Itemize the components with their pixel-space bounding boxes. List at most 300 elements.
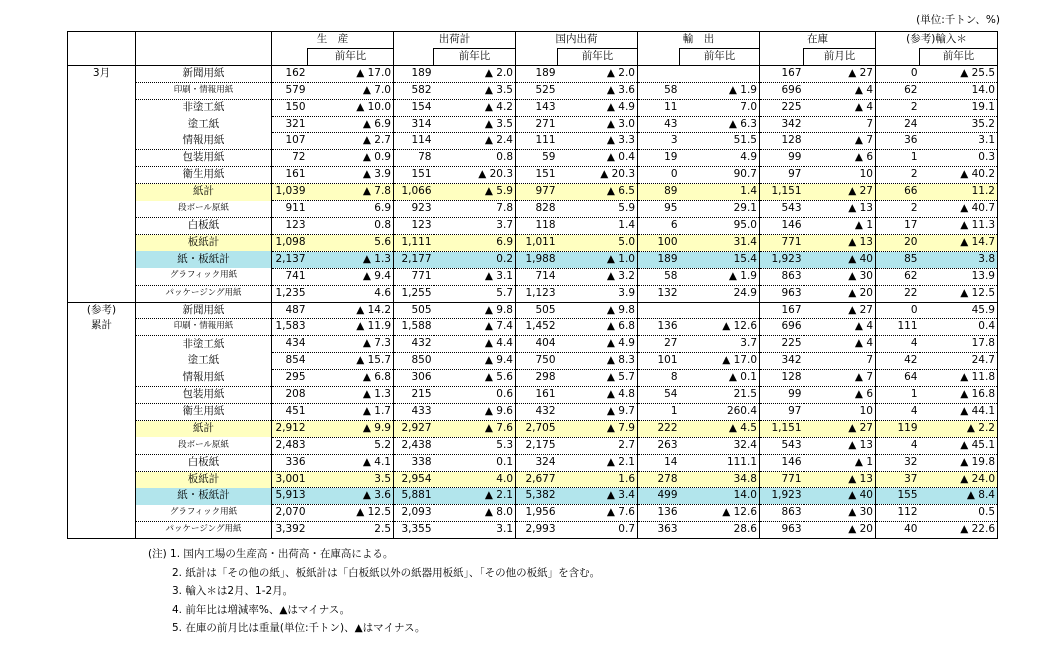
ratio-cell: ▲ 16.8 [920, 387, 998, 404]
ratio-cell: ▲ 44.1 [920, 403, 998, 420]
ratio-cell: ▲ 6.9 [308, 116, 394, 133]
table-row [68, 370, 998, 387]
value-cell: 828 [516, 201, 558, 218]
ratio-cell: 1.6 [558, 471, 638, 488]
item-label: 白板紙 [136, 454, 272, 471]
value-cell [638, 65, 680, 82]
value-cell: 1,111 [394, 234, 434, 251]
ratio-cell: ▲ 5.7 [558, 370, 638, 387]
value-cell: 2,175 [516, 437, 558, 454]
value-cell: 434 [272, 336, 308, 353]
ratio-cell: 5.2 [308, 437, 394, 454]
ratio-cell: 7 [804, 116, 876, 133]
value-cell: 4 [876, 336, 920, 353]
ratio-cell: 10 [804, 167, 876, 184]
ratio-cell: 11.2 [920, 184, 998, 201]
value-cell: 432 [394, 336, 434, 353]
value-cell: 363 [638, 522, 680, 539]
value-cell: 342 [760, 353, 804, 370]
ratio-cell: ▲ 3.9 [308, 167, 394, 184]
ratio-cell: 3.5 [308, 471, 394, 488]
value-cell: 1 [638, 403, 680, 420]
value-cell: 154 [394, 99, 434, 116]
table-row [68, 387, 998, 404]
ratio-cell: ▲ 3.6 [558, 82, 638, 99]
table-row [68, 285, 998, 302]
period-label: 3月 [68, 65, 136, 302]
value-cell: 2,912 [272, 420, 308, 437]
table-row [68, 217, 998, 234]
ratio-cell: ▲ 12.5 [308, 505, 394, 522]
header-export: 輸 出 [638, 32, 760, 49]
table-row [68, 201, 998, 218]
value-cell: 111 [876, 319, 920, 336]
item-label: 紙・板紙計 [136, 488, 272, 505]
value-cell: 6 [638, 217, 680, 234]
ratio-cell: ▲ 14.2 [308, 302, 394, 319]
value-cell: 579 [272, 82, 308, 99]
ratio-cell: ▲ 20.3 [434, 167, 516, 184]
ratio-cell: ▲ 30 [804, 268, 876, 285]
ratio-cell: ▲ 2.1 [558, 454, 638, 471]
ratio-cell: ▲ 1.7 [308, 403, 394, 420]
value-cell: 85 [876, 251, 920, 268]
value-cell: 714 [516, 268, 558, 285]
table-row [68, 336, 998, 353]
ratio-cell: 0.2 [434, 251, 516, 268]
ratio-cell: ▲ 5.6 [434, 370, 516, 387]
ratio-cell: ▲ 2.2 [920, 420, 998, 437]
ratio-cell: 5.9 [558, 201, 638, 218]
value-cell: 2,177 [394, 251, 434, 268]
ratio-cell: 90.7 [680, 167, 760, 184]
value-cell: 1,452 [516, 319, 558, 336]
item-label: 白板紙 [136, 217, 272, 234]
item-label: 印刷・情報用紙 [136, 82, 272, 99]
ratio-cell: ▲ 7.4 [434, 319, 516, 336]
value-cell: 298 [516, 370, 558, 387]
value-cell: 99 [760, 387, 804, 404]
value-cell: 189 [638, 251, 680, 268]
value-cell: 42 [876, 353, 920, 370]
ratio-cell: ▲ 9.8 [558, 302, 638, 319]
ratio-cell: ▲ 8.4 [920, 488, 998, 505]
value-cell: 525 [516, 82, 558, 99]
ratio-cell: 0.8 [308, 217, 394, 234]
item-label: 衛生用紙 [136, 167, 272, 184]
item-label: 段ボール原紙 [136, 201, 272, 218]
value-cell [638, 302, 680, 319]
item-label: 新聞用紙 [136, 302, 272, 319]
value-cell: 97 [760, 403, 804, 420]
statistics-table [67, 31, 998, 539]
ratio-cell: ▲ 12.6 [680, 319, 760, 336]
ratio-cell: 0.7 [558, 522, 638, 539]
ratio-cell: ▲ 20.3 [558, 167, 638, 184]
value-cell: 151 [394, 167, 434, 184]
sub-yoy: 前年比 [680, 48, 760, 65]
value-cell: 8 [638, 370, 680, 387]
ratio-cell: ▲ 1.3 [308, 387, 394, 404]
table-row [68, 420, 998, 437]
table-row [68, 319, 998, 336]
ratio-cell: ▲ 11.8 [920, 370, 998, 387]
value-cell: 263 [638, 437, 680, 454]
ratio-cell: ▲ 8.3 [558, 353, 638, 370]
ratio-cell: 7.0 [680, 99, 760, 116]
value-cell: 771 [394, 268, 434, 285]
table-row [68, 116, 998, 133]
value-cell: 167 [760, 65, 804, 82]
ratio-cell: 0.6 [434, 387, 516, 404]
ratio-cell: ▲ 4.9 [558, 99, 638, 116]
table-row [68, 184, 998, 201]
value-cell: 1,011 [516, 234, 558, 251]
ratio-cell: ▲ 6.5 [558, 184, 638, 201]
ratio-cell: ▲ 9.6 [434, 403, 516, 420]
header-inventory: 在庫 [760, 32, 876, 49]
ratio-cell: ▲ 9.9 [308, 420, 394, 437]
value-cell: 123 [394, 217, 434, 234]
value-cell: 5,382 [516, 488, 558, 505]
value-cell: 696 [760, 319, 804, 336]
ratio-cell: 3.7 [680, 336, 760, 353]
header-import: (参考)輸入＊ [876, 32, 998, 49]
value-cell: 146 [760, 217, 804, 234]
item-label: グラフィック用紙 [136, 505, 272, 522]
value-cell: 1,039 [272, 184, 308, 201]
ratio-cell: ▲ 6 [804, 387, 876, 404]
item-label: 包装用紙 [136, 387, 272, 404]
value-cell: 208 [272, 387, 308, 404]
ratio-cell: 29.1 [680, 201, 760, 218]
ratio-cell: ▲ 9.8 [434, 302, 516, 319]
ratio-cell: ▲ 7.3 [308, 336, 394, 353]
ratio-cell: ▲ 13 [804, 437, 876, 454]
ratio-cell: ▲ 15.7 [308, 353, 394, 370]
value-cell: 771 [760, 471, 804, 488]
ratio-cell: 32.4 [680, 437, 760, 454]
ratio-cell: 95.0 [680, 217, 760, 234]
value-cell: 1,098 [272, 234, 308, 251]
item-label: 情報用紙 [136, 370, 272, 387]
value-cell: 3,355 [394, 522, 434, 539]
value-cell: 0 [638, 167, 680, 184]
value-cell: 132 [638, 285, 680, 302]
value-cell: 17 [876, 217, 920, 234]
header-production: 生 産 [272, 32, 394, 49]
ratio-cell: ▲ 1.3 [308, 251, 394, 268]
ratio-cell: ▲ 3.3 [558, 133, 638, 150]
ratio-cell: 28.6 [680, 522, 760, 539]
value-cell: 451 [272, 403, 308, 420]
ratio-cell: 13.9 [920, 268, 998, 285]
value-cell: 78 [394, 150, 434, 167]
value-cell: 404 [516, 336, 558, 353]
ratio-cell: ▲ 1 [804, 217, 876, 234]
ratio-cell: ▲ 4.1 [308, 454, 394, 471]
table-row [68, 488, 998, 505]
value-cell: 324 [516, 454, 558, 471]
item-label: グラフィック用紙 [136, 268, 272, 285]
item-label: 板紙計 [136, 471, 272, 488]
ratio-cell: 0.8 [434, 150, 516, 167]
value-cell: 1 [876, 150, 920, 167]
ratio-cell: ▲ 17.0 [308, 65, 394, 82]
value-cell: 11 [638, 99, 680, 116]
value-cell: 72 [272, 150, 308, 167]
table-row [68, 167, 998, 184]
value-cell: 54 [638, 387, 680, 404]
value-cell: 3 [638, 133, 680, 150]
note-line: (注) 1. 国内工場の生産高・出荷高・在庫高による。 [148, 548, 394, 560]
ratio-cell: ▲ 3.5 [434, 116, 516, 133]
value-cell: 1,151 [760, 420, 804, 437]
ratio-cell: ▲ 4.5 [680, 420, 760, 437]
value-cell: 3,392 [272, 522, 308, 539]
ratio-cell: 0.1 [434, 454, 516, 471]
value-cell: 2,093 [394, 505, 434, 522]
value-cell: 499 [638, 488, 680, 505]
value-cell: 2 [876, 167, 920, 184]
ratio-cell: ▲ 6.8 [558, 319, 638, 336]
value-cell: 128 [760, 370, 804, 387]
value-cell: 162 [272, 65, 308, 82]
ratio-cell: ▲ 2.1 [434, 488, 516, 505]
value-cell: 27 [638, 336, 680, 353]
value-cell: 22 [876, 285, 920, 302]
ratio-cell: 0.5 [920, 505, 998, 522]
header-shipment-total: 出荷計 [394, 32, 516, 49]
ratio-cell: ▲ 7 [804, 133, 876, 150]
item-label: 紙計 [136, 420, 272, 437]
sub-yoy: 前年比 [308, 48, 394, 65]
ratio-cell: 3.7 [434, 217, 516, 234]
value-cell: 146 [760, 454, 804, 471]
ratio-cell: ▲ 6.8 [308, 370, 394, 387]
ratio-cell: ▲ 11.3 [920, 217, 998, 234]
item-label: 塗工紙 [136, 116, 272, 133]
value-cell: 1,588 [394, 319, 434, 336]
ratio-cell: ▲ 0.9 [308, 150, 394, 167]
value-cell: 863 [760, 268, 804, 285]
ratio-cell: ▲ 13 [804, 234, 876, 251]
ratio-cell: 6.9 [308, 201, 394, 218]
value-cell: 850 [394, 353, 434, 370]
value-cell: 37 [876, 471, 920, 488]
ratio-cell: 1.4 [680, 184, 760, 201]
ratio-cell: ▲ 3.5 [434, 82, 516, 99]
ratio-cell: 10 [804, 403, 876, 420]
value-cell: 19 [638, 150, 680, 167]
ratio-cell: ▲ 7.6 [558, 505, 638, 522]
ratio-cell: ▲ 3.6 [308, 488, 394, 505]
ratio-cell: ▲ 40.7 [920, 201, 998, 218]
ratio-cell: ▲ 3.4 [558, 488, 638, 505]
ratio-cell: ▲ 27 [804, 420, 876, 437]
ratio-cell: ▲ 22.6 [920, 522, 998, 539]
value-cell: 432 [516, 403, 558, 420]
value-cell: 119 [876, 420, 920, 437]
ratio-cell: ▲ 27 [804, 302, 876, 319]
value-cell: 433 [394, 403, 434, 420]
item-label: 新聞用紙 [136, 65, 272, 82]
ratio-cell: ▲ 14.7 [920, 234, 998, 251]
ratio-cell: 7 [804, 353, 876, 370]
value-cell: 225 [760, 99, 804, 116]
value-cell: 66 [876, 184, 920, 201]
ratio-cell: 35.2 [920, 116, 998, 133]
value-cell: 543 [760, 201, 804, 218]
value-cell: 118 [516, 217, 558, 234]
table-row [68, 454, 998, 471]
ratio-cell: ▲ 0.1 [680, 370, 760, 387]
value-cell: 107 [272, 133, 308, 150]
table-row [68, 522, 998, 539]
header-row-1 [68, 32, 998, 49]
ratio-cell: ▲ 11.9 [308, 319, 394, 336]
header-row-2 [68, 48, 998, 65]
ratio-cell: ▲ 2.7 [308, 133, 394, 150]
value-cell: 863 [760, 505, 804, 522]
ratio-cell: 3.9 [558, 285, 638, 302]
value-cell: 99 [760, 150, 804, 167]
value-cell: 5,881 [394, 488, 434, 505]
ratio-cell: 4.0 [434, 471, 516, 488]
ratio-cell: 24.9 [680, 285, 760, 302]
ratio-cell: ▲ 40.2 [920, 167, 998, 184]
value-cell: 128 [760, 133, 804, 150]
ratio-cell: ▲ 7.9 [558, 420, 638, 437]
ratio-cell: ▲ 5.9 [434, 184, 516, 201]
value-cell: 2,927 [394, 420, 434, 437]
value-cell: 112 [876, 505, 920, 522]
value-cell: 750 [516, 353, 558, 370]
value-cell: 43 [638, 116, 680, 133]
value-cell: 143 [516, 99, 558, 116]
ratio-cell: ▲ 3.1 [434, 268, 516, 285]
ratio-cell: 5.0 [558, 234, 638, 251]
ratio-cell: 5.6 [308, 234, 394, 251]
value-cell: 59 [516, 150, 558, 167]
value-cell: 278 [638, 471, 680, 488]
value-cell: 2,954 [394, 471, 434, 488]
item-label: 紙計 [136, 184, 272, 201]
ratio-cell: ▲ 4 [804, 319, 876, 336]
ratio-cell: ▲ 4.9 [558, 336, 638, 353]
ratio-cell: ▲ 4 [804, 336, 876, 353]
value-cell: 14 [638, 454, 680, 471]
value-cell: 271 [516, 116, 558, 133]
value-cell: 2,993 [516, 522, 558, 539]
table-row [68, 133, 998, 150]
value-cell: 0 [876, 65, 920, 82]
value-cell: 2,070 [272, 505, 308, 522]
value-cell: 5,913 [272, 488, 308, 505]
ratio-cell: ▲ 12.6 [680, 505, 760, 522]
ratio-cell: ▲ 2.0 [434, 65, 516, 82]
value-cell: 306 [394, 370, 434, 387]
value-cell: 1,923 [760, 251, 804, 268]
ratio-cell: ▲ 25.5 [920, 65, 998, 82]
value-cell: 2 [876, 201, 920, 218]
value-cell: 36 [876, 133, 920, 150]
ratio-cell: ▲ 13 [804, 201, 876, 218]
ratio-cell: 1.4 [558, 217, 638, 234]
item-label: 印刷・情報用紙 [136, 319, 272, 336]
ratio-cell: 51.5 [680, 133, 760, 150]
ratio-cell: 14.0 [680, 488, 760, 505]
ratio-cell: ▲ 1.9 [680, 82, 760, 99]
value-cell: 167 [760, 302, 804, 319]
value-cell: 338 [394, 454, 434, 471]
value-cell: 123 [272, 217, 308, 234]
item-label: 衛生用紙 [136, 403, 272, 420]
value-cell: 1,923 [760, 488, 804, 505]
ratio-cell: ▲ 0.4 [558, 150, 638, 167]
sub-yoy: 前年比 [558, 48, 638, 65]
value-cell: 189 [516, 65, 558, 82]
ratio-cell: ▲ 13 [804, 471, 876, 488]
value-cell: 20 [876, 234, 920, 251]
value-cell: 100 [638, 234, 680, 251]
ratio-cell [680, 65, 760, 82]
value-cell: 161 [272, 167, 308, 184]
item-label: パッケージング用紙 [136, 285, 272, 302]
value-cell: 963 [760, 522, 804, 539]
ratio-cell: ▲ 2.4 [434, 133, 516, 150]
ratio-cell: ▲ 4 [804, 82, 876, 99]
item-label: 包装用紙 [136, 150, 272, 167]
ratio-cell: ▲ 9.7 [558, 403, 638, 420]
value-cell: 342 [760, 116, 804, 133]
notes [148, 545, 600, 638]
value-cell: 101 [638, 353, 680, 370]
value-cell: 1,956 [516, 505, 558, 522]
value-cell: 854 [272, 353, 308, 370]
value-cell: 1 [876, 387, 920, 404]
value-cell: 40 [876, 522, 920, 539]
ratio-cell: 111.1 [680, 454, 760, 471]
ratio-cell: 19.1 [920, 99, 998, 116]
period-label: (参考) 累計 [68, 302, 136, 539]
ratio-cell: 260.4 [680, 403, 760, 420]
ratio-cell [680, 302, 760, 319]
ratio-cell: ▲ 7.6 [434, 420, 516, 437]
ratio-cell: ▲ 7.8 [308, 184, 394, 201]
value-cell: 1,066 [394, 184, 434, 201]
value-cell: 111 [516, 133, 558, 150]
ratio-cell: 0.4 [920, 319, 998, 336]
ratio-cell: ▲ 7.0 [308, 82, 394, 99]
ratio-cell: ▲ 30 [804, 505, 876, 522]
ratio-cell: ▲ 3.0 [558, 116, 638, 133]
ratio-cell: ▲ 10.0 [308, 99, 394, 116]
value-cell: 155 [876, 488, 920, 505]
ratio-cell: ▲ 27 [804, 65, 876, 82]
value-cell: 505 [394, 302, 434, 319]
value-cell: 3,001 [272, 471, 308, 488]
table-row [68, 403, 998, 420]
ratio-cell: ▲ 9.4 [434, 353, 516, 370]
ratio-cell: 17.8 [920, 336, 998, 353]
ratio-cell: ▲ 24.0 [920, 471, 998, 488]
item-label: 段ボール原紙 [136, 437, 272, 454]
ratio-cell: ▲ 3.2 [558, 268, 638, 285]
value-cell: 543 [760, 437, 804, 454]
sub-yoy: 前年比 [434, 48, 516, 65]
value-cell: 225 [760, 336, 804, 353]
